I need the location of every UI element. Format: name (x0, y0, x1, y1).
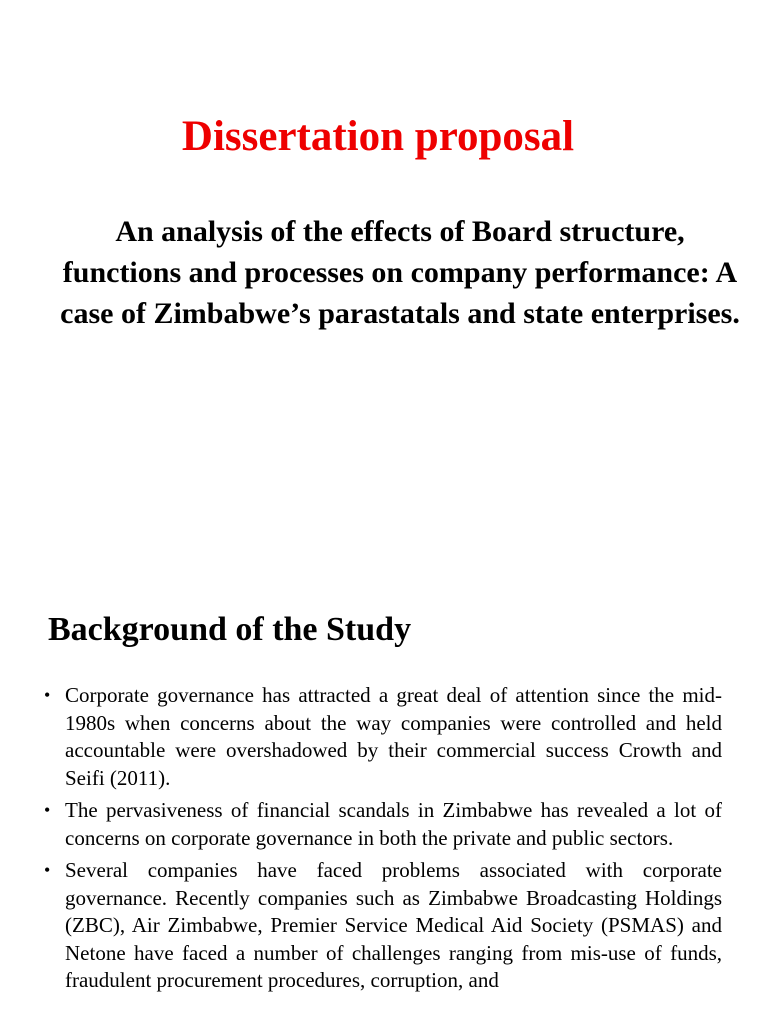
bullet-icon: • (44, 685, 51, 705)
bullet-item (44, 682, 722, 792)
bullet-item (44, 857, 722, 995)
bullet-list (44, 682, 722, 1000)
bullet-text: The pervasiveness of financial scandals in Zimbabwe has revealed a lot of concerns on corporate governance in both the private and public sectors. (65, 798, 722, 850)
slide-subtitle: An analysis of the effects of Board structure, functions and processes on company performance: A case of Zimbabwe’s parastatals and state enterprises. (60, 215, 740, 330)
background-slide (0, 590, 768, 1024)
bullet-icon: • (44, 800, 51, 820)
slide-title: Dissertation proposal (181, 113, 575, 160)
section-heading: Background of the Study (48, 611, 412, 648)
bullet-text: Several companies have faced problems associated with corporate governance. Recently companies such as Zimbabwe Broadcasting Holdings (ZBC), Air Zimbabwe, Premier Service Medical Aid Society (PSMAS) and Netone have faced a number of challenges ranging from mis-use of funds, fraudulent procurement procedures, corruption, and (65, 858, 722, 992)
bullet-item (44, 797, 722, 852)
bullet-text: Corporate governance has attracted a great deal of attention since the mid-1980s when concerns about the way companies were controlled and held accountable were overshadowed by their commercial success Crowth and Seifi (2011). (65, 683, 722, 790)
bullet-icon: • (44, 860, 51, 880)
